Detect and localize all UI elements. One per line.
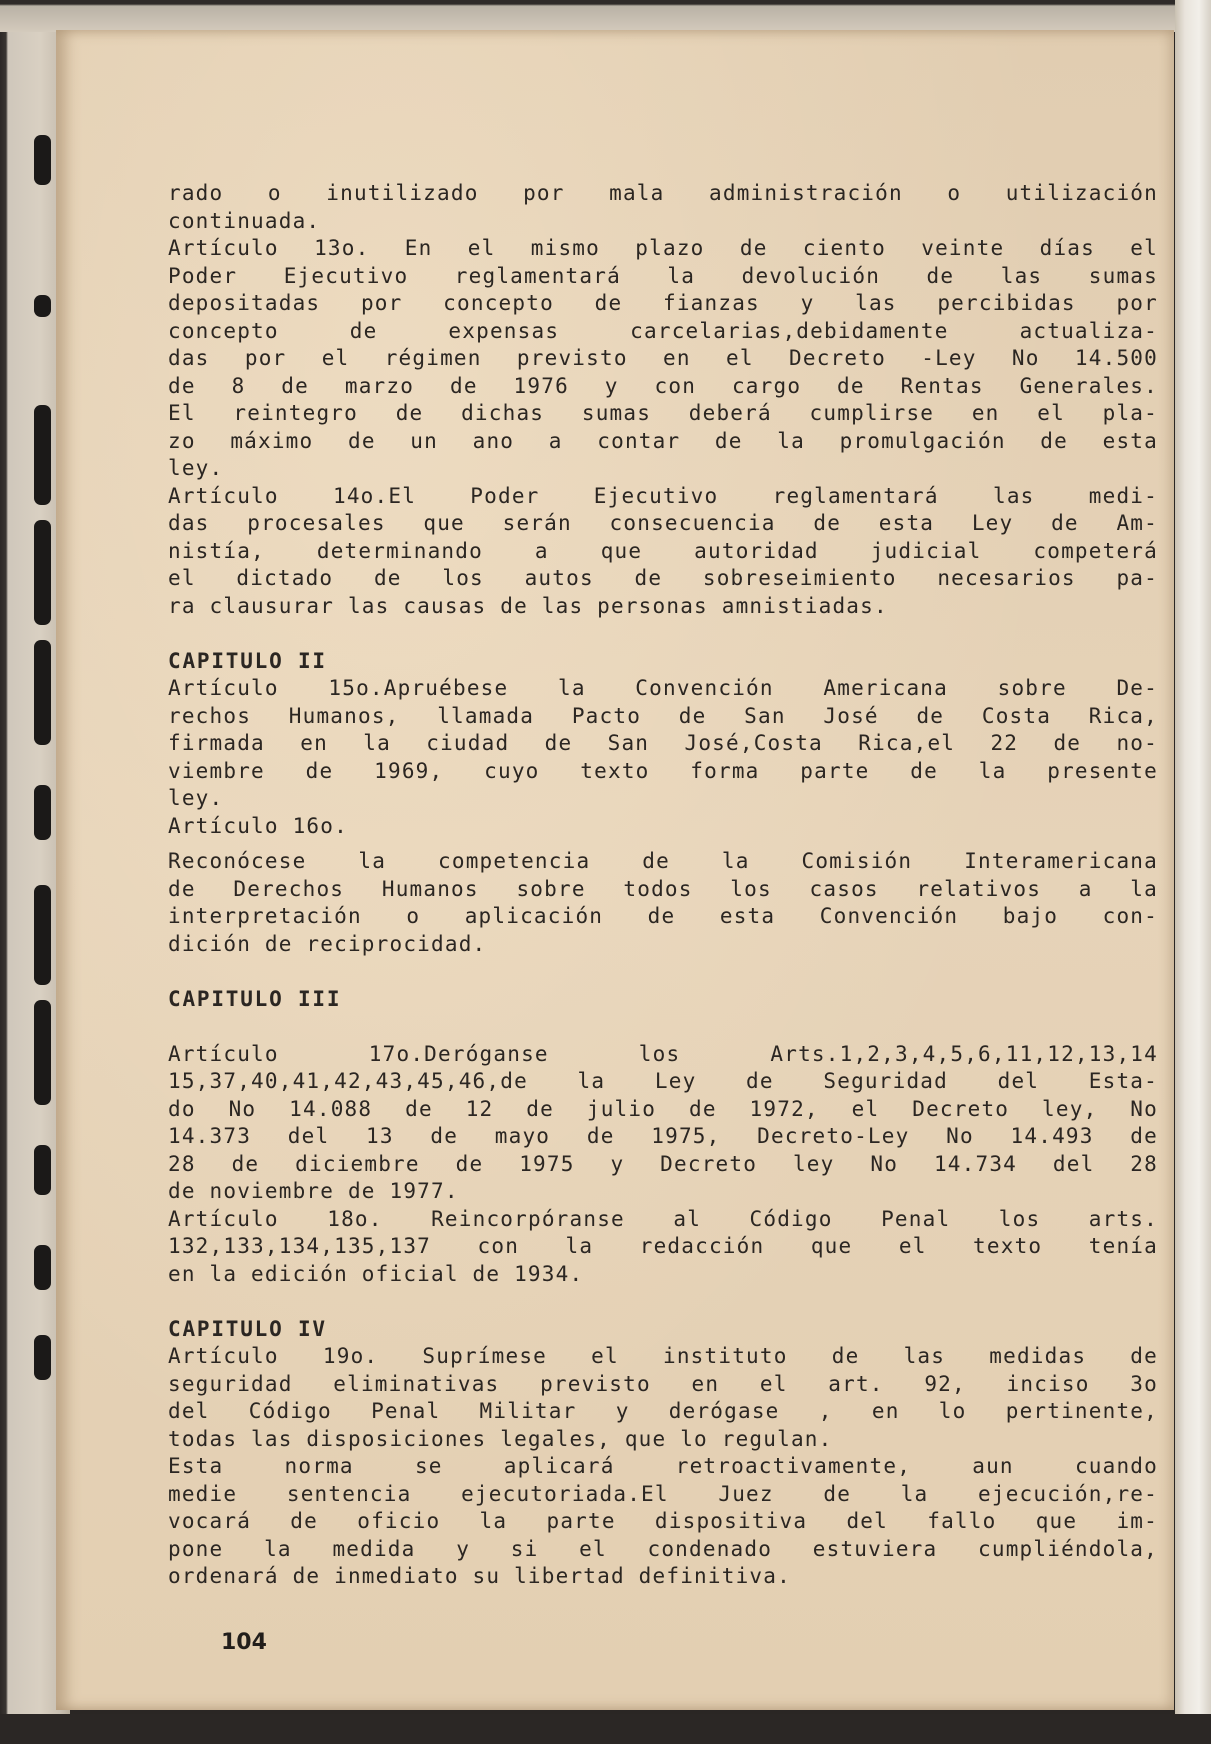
text-line: de Derechos Humanos sobre todos los casos relativos a la — [168, 876, 1158, 901]
text-line: vocará de oficio la parte dispositiva del fallo que im- — [168, 1509, 1158, 1533]
text-line: zo máximo de un ano a contar de la promulgación de esta — [168, 428, 1158, 453]
chapter-heading: CAPITULO III — [168, 986, 342, 1011]
text-line: ley. — [168, 456, 224, 480]
article-heading: Artículo 16o. — [168, 813, 348, 838]
text-line: das procesales que serán consecuencia de esta Ley de Am- — [168, 511, 1158, 535]
text-line: Artículo 19o. Suprímese el instituto de las medidas de — [168, 1344, 1158, 1368]
document-page — [56, 30, 1174, 1710]
blank-line — [168, 1288, 1158, 1316]
text-line: rechos Humanos, llamada Pacto de San José de Costa Rica, — [168, 703, 1158, 728]
text-line: Artículo 15o.Apruébese la Convención Americana sobre De- — [168, 676, 1158, 700]
binding-mark — [34, 885, 51, 985]
text-line: Artículo 13o. En el mismo plazo de ciento veinte días el — [168, 236, 1158, 260]
scan-right-edge — [1175, 0, 1211, 1744]
text-line: rado o inutilizado por mala administración o utilización — [168, 181, 1158, 205]
text-line: en la edición oficial de 1934. — [168, 1261, 584, 1286]
text-line: nistía, determinando a que autoridad judicial competerá — [168, 538, 1158, 563]
binding-mark — [34, 785, 51, 840]
binding-mark — [34, 405, 51, 505]
text-line: 15,37,40,41,42,43,45,46,de la Ley de Seguridad del Esta- — [168, 1069, 1158, 1093]
binding-mark — [34, 1000, 51, 1105]
text-line: de 8 de marzo de 1976 y con cargo de Rentas Generales. — [168, 373, 1158, 398]
text-line: do No 14.088 de 12 de julio de 1972, el Decreto ley, No — [168, 1096, 1158, 1121]
text-line: concepto de expensas carcelarias,debidamente actualiza- — [168, 318, 1158, 343]
text-line: firmada en la ciudad de San José,Costa Rica,el 22 de no- — [168, 731, 1158, 755]
page-number: 104 — [221, 1630, 267, 1655]
binding-mark — [34, 1145, 51, 1195]
text-line: Esta norma se aplicará retroactivamente, aun cuando — [168, 1454, 1158, 1478]
text-line: Poder Ejecutivo reglamentará la devolución de las sumas — [168, 263, 1158, 288]
page-body — [168, 180, 1158, 1591]
text-line: de noviembre de 1977. — [168, 1179, 459, 1203]
text-line: interpretación o aplicación de esta Convención bajo con- — [168, 904, 1158, 928]
binding-mark — [34, 1245, 51, 1290]
blank-line — [168, 620, 1158, 648]
text-line: pone la medida y si el condenado estuviera cumpliéndola, — [168, 1536, 1158, 1561]
text-line: ley. — [168, 786, 224, 810]
binding-mark — [34, 1335, 51, 1380]
text-line: 132,133,134,135,137 con la redacción que el texto tenía — [168, 1234, 1158, 1258]
text-line: Artículo 14o.El Poder Ejecutivo reglamentará las medi- — [168, 483, 1158, 508]
text-line: el dictado de los autos de sobreseimiento necesarios pa- — [168, 566, 1158, 590]
blank-line — [168, 1013, 1158, 1041]
chapter-heading: CAPITULO II — [168, 648, 327, 673]
text-line: Artículo 18o. Reincorpóranse al Código Penal los arts. — [168, 1206, 1158, 1231]
text-line: Artículo 17o.Deróganse los Arts.1,2,3,4,5,6,11,12,13,14 — [168, 1041, 1158, 1066]
binding-mark — [34, 520, 51, 625]
binding-mark — [34, 135, 51, 185]
text-line: seguridad eliminativas previsto en el art. 92, inciso 3o — [168, 1371, 1158, 1396]
text-line: ordenará de inmediato su libertad definitiva. — [168, 1564, 791, 1588]
text-line: del Código Penal Militar y derógase , en lo pertinente, — [168, 1399, 1158, 1423]
binding-mark — [34, 295, 51, 317]
text-line: todas las disposiciones legales, que lo regulan. — [168, 1426, 833, 1451]
text-line: dición de reciprocidad. — [168, 931, 487, 956]
text-line: das por el régimen previsto en el Decreto -Ley No 14.500 — [168, 346, 1158, 370]
scan-top-edge — [0, 0, 1211, 32]
text-line: ra clausurar las causas de las personas amnistiadas. — [168, 593, 888, 618]
text-line: medie sentencia ejecutoriada.El Juez de la ejecución,re- — [168, 1481, 1158, 1506]
blank-line — [168, 958, 1158, 986]
text-line: continuada. — [168, 208, 321, 233]
text-line: viembre de 1969, cuyo texto forma parte de la presente — [168, 758, 1158, 783]
scan-bottom-edge — [0, 1714, 1211, 1744]
text-line: 14.373 del 13 de mayo de 1975, Decreto-Ley No 14.493 de — [168, 1124, 1158, 1148]
text-line: 28 de diciembre de 1975 y Decreto ley No 14.734 del 28 — [168, 1151, 1158, 1176]
text-line: depositadas por concepto de fianzas y las percibidas por — [168, 291, 1158, 315]
text-line: Reconócese la competencia de la Comisión Interamericana — [168, 849, 1158, 873]
paragraph-gap — [168, 840, 1158, 848]
chapter-heading: CAPITULO IV — [168, 1316, 327, 1341]
binding-mark — [34, 640, 51, 745]
text-line: El reintegro de dichas sumas deberá cumplirse en el pla- — [168, 401, 1158, 425]
